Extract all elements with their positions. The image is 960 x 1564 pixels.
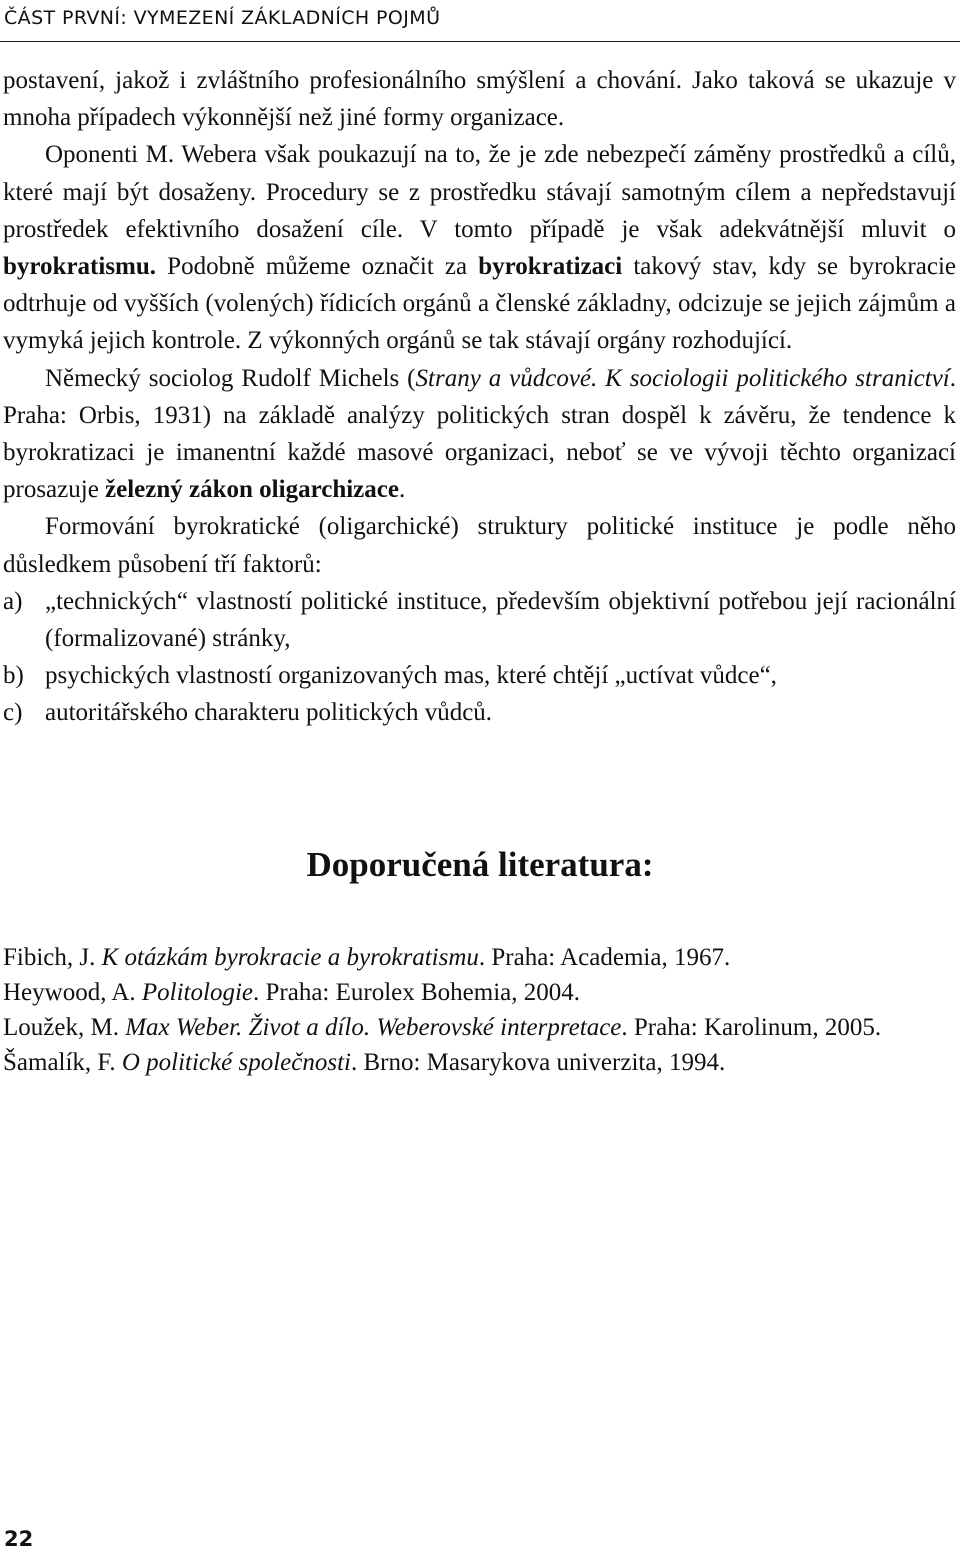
reference-title: K otázkám byrokracie a byrokratismu — [101, 944, 479, 971]
paragraph-2-text-2: Podobně můžeme označit za — [156, 253, 479, 281]
reference-publisher: . Praha: Karolinum, 2005. — [621, 1014, 882, 1041]
list-item — [3, 657, 956, 694]
paragraph-4: Formování byrokratické (oligarchické) struktury politické instituce je podle něho důsledkem působení tří faktorů: — [3, 513, 956, 578]
list-marker: a) — [3, 587, 23, 615]
reference-item — [3, 1045, 956, 1080]
reference-author: Loužek, M. — [3, 1014, 126, 1041]
paragraph-2 — [3, 136, 956, 359]
reference-publisher: . Praha: Eurolex Bohemia, 2004. — [253, 979, 581, 1006]
reference-item — [3, 1010, 956, 1045]
list-item-text: autoritářského charakteru politických vůdců. — [45, 699, 493, 727]
paragraph-1: postavení, jakož i zvláštního profesionálního smýšlení a chování. Jako taková se ukazuje v mnoha případech výkonnější než jiné formy organizace. — [3, 67, 956, 132]
reference-publisher: . Brno: Masarykova univerzita, 1994. — [350, 1049, 726, 1076]
reference-list — [3, 940, 956, 1080]
paragraph-2-text-1: Oponenti M. Webera však poukazují na to, že je zde nebezpečí záměny prostředků a cílů, které mají být dosaženy. Procedury se z prostředku stávají samotným cílem a nepředstavují prostředek efektivního dosažení cíle. V tomto případě je však adekvátnější mluvit o — [3, 141, 956, 243]
paragraph-2-text-3: takový stav, kdy se byrokracie odtrhuje od vyšších (volených) řídicích orgánů a členské základny, odcizuje se jejich zájmům a vymyká jejich kontrole. Z výkonných orgánů se tak stávají orgány rozhodující. — [3, 253, 956, 355]
term-byrokratismus: byrokratismu. — [3, 253, 157, 281]
header-rule — [0, 41, 960, 42]
body-text — [3, 62, 956, 732]
section-heading: Doporučená literatura: — [306, 845, 654, 884]
list-item — [3, 583, 956, 657]
reference-author: Šamalík, F. — [3, 1049, 122, 1076]
list-marker: c) — [3, 699, 23, 727]
term-byrokratizace: byrokratizaci — [478, 253, 623, 281]
list-item — [3, 694, 956, 731]
list-item-text: „technických“ vlastností politické instituce, především objektivní potřebou její racionální (formalizované) stránky, — [45, 587, 956, 653]
reference-title: Politologie — [141, 979, 253, 1006]
reference-author: Fibich, J. — [3, 944, 102, 971]
running-header: ČÁST PRVNÍ: VYMEZENÍ ZÁKLADNÍCH POJMŮ — [4, 7, 441, 29]
term-zelezny-zakon: železný zákon oligarchizace — [105, 476, 399, 504]
reference-title: O politické společnosti — [121, 1049, 351, 1076]
reference-item — [3, 975, 956, 1010]
page-number: 22 — [4, 1527, 34, 1551]
reference-publisher: . Praha: Academia, 1967. — [478, 944, 731, 971]
reference-title: Max Weber. Život a dílo. Weberovské interpretace — [125, 1014, 622, 1041]
paragraph-3-text-1: Německý sociolog Rudolf Michels ( — [45, 364, 416, 392]
book-title-michels: Strany a vůdcové. K sociologii politického stranictví — [415, 364, 950, 392]
factor-list — [3, 583, 956, 732]
list-marker: b) — [3, 662, 24, 690]
reference-author: Heywood, A. — [3, 979, 142, 1006]
paragraph-3-text-3: . — [398, 476, 406, 504]
list-item-text: psychických vlastností organizovaných mas, které chtějí „uctívat vůdce“, — [45, 662, 777, 690]
paragraph-3 — [3, 360, 956, 509]
paragraph-3-text-2: . Praha: Orbis, 1931) na základě analýzy politických stran dospěl k závěru, že tendence k byrokratizaci je imanentní každé masové organizaci, neboť se ve vývoji těchto organizací prosazuje — [3, 364, 956, 504]
reference-item — [3, 940, 956, 975]
